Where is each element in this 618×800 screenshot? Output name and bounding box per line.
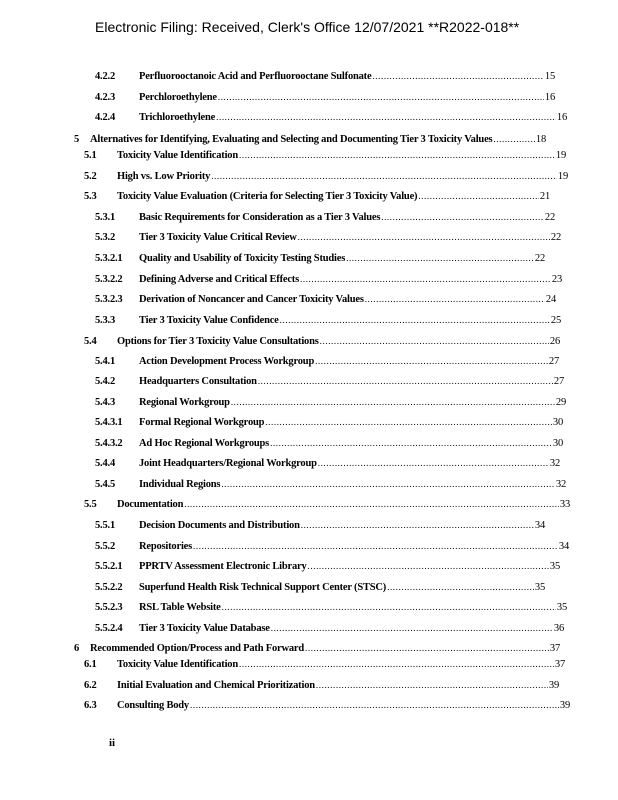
toc-entry[interactable]: [84, 700, 570, 714]
toc-entry-page: 35: [556, 602, 567, 613]
toc-entry-title: Individual Regions: [139, 479, 221, 490]
toc-entry-page: 19: [557, 171, 568, 182]
toc-entry[interactable]: [74, 134, 546, 148]
toc-dot-leader: [221, 479, 555, 490]
toc-entry[interactable]: [95, 520, 545, 534]
toc-entry-number: 5.5.2.1: [95, 561, 123, 572]
toc-entry-number: 5.5: [84, 499, 97, 510]
toc-entry-number: 5.1: [84, 150, 97, 161]
toc-entry-page: 16: [544, 92, 555, 103]
toc-dot-leader: [211, 171, 557, 182]
toc-entry-title: Recommended Option/Process and Path Forward: [90, 643, 305, 654]
toc-entry-page: 26: [549, 336, 560, 347]
toc-entry[interactable]: [84, 499, 570, 513]
toc-dot-leader: [372, 71, 543, 82]
toc-dot-leader: [387, 582, 534, 593]
toc-entry-title: Toxicity Value Evaluation (Criteria for Selecting Tier 3 Toxicity Value): [117, 191, 418, 202]
toc-entry-number: 5.5.2.4: [95, 623, 123, 634]
toc-entry-page: 39: [548, 680, 559, 691]
toc-entry-number: 5.4.4: [95, 458, 116, 469]
toc-entry[interactable]: [95, 112, 567, 126]
toc-entry-number: 5.5.2.2: [95, 582, 123, 593]
toc-entry-page: 25: [550, 315, 561, 326]
toc-entry[interactable]: [95, 356, 559, 370]
toc-entry-title: Action Development Process Workgroup: [139, 356, 315, 367]
toc-entry-page: 37: [549, 643, 560, 654]
toc-dot-leader: [216, 112, 556, 123]
toc-entry-page: 39: [559, 700, 570, 711]
toc-entry-title: Initial Evaluation and Chemical Prioritization: [117, 680, 315, 691]
toc-entry-page: 30: [552, 438, 563, 449]
toc-entry-number: 6.1: [84, 659, 97, 670]
toc-entry-page: 35: [549, 561, 560, 572]
toc-dot-leader: [193, 541, 558, 552]
toc-entry-number: 6.3: [84, 700, 97, 711]
toc-entry-number: 4.2.4: [95, 112, 116, 123]
toc-entry-title: Repositories: [139, 541, 193, 552]
toc-entry-title: Perchloroethylene: [139, 92, 217, 103]
toc-entry[interactable]: [74, 643, 560, 657]
toc-entry[interactable]: [95, 561, 560, 575]
page-number-footer: ii: [109, 737, 116, 749]
toc-dot-leader: [280, 315, 550, 326]
toc-entry-title: Tier 3 Toxicity Value Critical Review: [139, 232, 297, 243]
toc-entry-page: 34: [558, 541, 569, 552]
toc-dot-leader: [222, 602, 556, 613]
toc-entry-page: 37: [554, 659, 565, 670]
toc-entry[interactable]: [95, 71, 555, 85]
toc-entry-number: 4.2.2: [95, 71, 116, 82]
toc-entry-title: Perfluorooctanoic Acid and Perfluorooctane Sulfonate: [139, 71, 372, 82]
toc-entry-number: 5.3.1: [95, 212, 116, 223]
toc-entry[interactable]: [95, 376, 564, 390]
toc-dot-leader: [315, 356, 548, 367]
toc-entry-page: 29: [555, 397, 566, 408]
toc-entry-number: 5.3.2.1: [95, 253, 123, 264]
toc-entry[interactable]: [95, 417, 563, 431]
toc-entry-number: 6.2: [84, 680, 97, 691]
toc-dot-leader: [239, 150, 555, 161]
toc-entry-number: 5.5.2.3: [95, 602, 123, 613]
toc-dot-leader: [231, 397, 555, 408]
toc-entry[interactable]: [95, 438, 563, 452]
toc-entry-title: Superfund Health Risk Technical Support Center (STSC): [139, 582, 387, 593]
toc-dot-leader: [300, 274, 551, 285]
toc-entry-page: 32: [555, 479, 566, 490]
toc-entry[interactable]: [95, 602, 567, 616]
toc-dot-leader: [365, 294, 545, 305]
toc-entry-title: Tier 3 Toxicity Value Confidence: [139, 315, 279, 326]
toc-entry-title: Basic Requirements for Consideration as a Tier 3 Values: [139, 212, 381, 223]
filing-header: Electronic Filing: Received, Clerk's Office 12/07/2021 **R2022-018**: [95, 19, 520, 35]
toc-entry-page: 33: [559, 499, 570, 510]
toc-entry-title: Ad Hoc Regional Workgroups: [139, 438, 270, 449]
toc-entry-page: 30: [552, 417, 563, 428]
toc-entry-title: Documentation: [117, 499, 184, 510]
toc-entry-number: 5.4.1: [95, 356, 116, 367]
toc-entry[interactable]: [84, 171, 568, 185]
toc-dot-leader: [320, 336, 549, 347]
toc-entry-title: Toxicity Value Identification: [117, 659, 238, 670]
toc-dot-leader: [218, 92, 544, 103]
toc-entry-number: 5.3.2.2: [95, 274, 123, 285]
toc-entry[interactable]: [95, 479, 566, 493]
toc-dot-leader: [493, 134, 534, 145]
toc-entry[interactable]: [95, 212, 555, 226]
toc-entry-number: 6: [74, 643, 80, 654]
toc-entry-page: 15: [544, 71, 555, 82]
toc-entry-title: Tier 3 Toxicity Value Database: [139, 623, 270, 634]
toc-entry-page: 22: [534, 253, 545, 264]
toc-entry-number: 5: [74, 134, 80, 145]
toc-entry[interactable]: [84, 150, 566, 164]
toc-entry-number: 5.3.3: [95, 315, 116, 326]
toc-entry-page: 22: [550, 232, 561, 243]
toc-dot-leader: [308, 561, 549, 572]
toc-entry[interactable]: [95, 294, 556, 308]
toc-entry-page: 23: [551, 274, 562, 285]
toc-entry-number: 5.5.2: [95, 541, 116, 552]
toc-entry-title: Consulting Body: [117, 700, 189, 711]
toc-entry-number: 5.2: [84, 171, 97, 182]
toc-entry-number: 5.4.3: [95, 397, 116, 408]
toc-entry-page: 27: [553, 376, 564, 387]
toc-dot-leader: [271, 623, 553, 634]
toc-entry-number: 5.4.2: [95, 376, 116, 387]
toc-entry[interactable]: [95, 397, 566, 411]
toc-entry[interactable]: [84, 659, 565, 673]
toc-entry[interactable]: [95, 623, 564, 637]
toc-entry-page: 27: [548, 356, 559, 367]
toc-entry-page: 22: [544, 212, 555, 223]
toc-entry-page: 24: [545, 294, 556, 305]
toc-entry[interactable]: [84, 680, 559, 694]
toc-dot-leader: [301, 520, 534, 531]
toc-entry-page: 35: [534, 582, 545, 593]
toc-entry-title: Toxicity Value Identification: [117, 150, 238, 161]
toc-entry-page: 21: [539, 191, 550, 202]
toc-entry-page: 18: [535, 134, 546, 145]
toc-entry-number: 5.4.5: [95, 479, 116, 490]
toc-entry-page: 36: [553, 623, 564, 634]
toc-dot-leader: [346, 253, 534, 264]
toc-dot-leader: [316, 680, 548, 691]
toc-dot-leader: [305, 643, 549, 654]
toc-entry-number: 5.3: [84, 191, 97, 202]
toc-entry-number: 5.4: [84, 336, 97, 347]
toc-entry-title: Decision Documents and Distribution: [139, 520, 300, 531]
toc-entry-title: Derivation of Noncancer and Cancer Toxicity Values: [139, 294, 364, 305]
toc-dot-leader: [270, 438, 552, 449]
toc-dot-leader: [418, 191, 539, 202]
toc-dot-leader: [318, 458, 549, 469]
toc-dot-leader: [265, 417, 552, 428]
toc-entry-title: Defining Adverse and Critical Effects: [139, 274, 299, 285]
toc-dot-leader: [298, 232, 550, 243]
toc-entry-title: Trichloroethylene: [139, 112, 216, 123]
toc-entry-title: RSL Table Website: [139, 602, 221, 613]
toc-entry-title: Options for Tier 3 Toxicity Value Consultations: [117, 336, 319, 347]
toc-entry-number: 4.2.3: [95, 92, 116, 103]
toc-entry[interactable]: [84, 336, 560, 350]
toc-entry-page: 16: [556, 112, 567, 123]
toc-entry-number: 5.3.2.3: [95, 294, 123, 305]
toc-dot-leader: [239, 659, 554, 670]
toc-entry-number: 5.3.2: [95, 232, 116, 243]
toc-entry-title: PPRTV Assessment Electronic Library: [139, 561, 307, 572]
toc-entry[interactable]: [95, 232, 561, 246]
toc-dot-leader: [258, 376, 553, 387]
toc-entry[interactable]: [95, 274, 562, 288]
toc-entry-page: 19: [555, 150, 566, 161]
toc-entry-title: High vs. Low Priority: [117, 171, 211, 182]
toc-entry-title: Quality and Usability of Toxicity Testing Studies: [139, 253, 346, 264]
toc-entry[interactable]: [84, 191, 550, 205]
toc-entry[interactable]: [95, 458, 560, 472]
toc-entry-page: 32: [549, 458, 560, 469]
toc-entry-number: 5.5.1: [95, 520, 116, 531]
toc-entry[interactable]: [95, 541, 569, 555]
toc-dot-leader: [184, 499, 559, 510]
toc-entry-page: 34: [534, 520, 545, 531]
toc-dot-leader: [381, 212, 544, 223]
toc-entry[interactable]: [95, 582, 545, 596]
toc-entry[interactable]: [95, 92, 555, 106]
toc-entry-title: Joint Headquarters/Regional Workgroup: [139, 458, 317, 469]
toc-entry-title: Regional Workgroup: [139, 397, 230, 408]
toc-entry-title: Alternatives for Identifying, Evaluating and Selecting and Documenting Tier 3 Toxicity Values: [90, 134, 493, 145]
toc-entry[interactable]: [95, 253, 545, 267]
toc-entry-number: 5.4.3.1: [95, 417, 123, 428]
toc-entry-title: Headquarters Consultation: [139, 376, 257, 387]
toc-entry-title: Formal Regional Workgroup: [139, 417, 265, 428]
toc-entry[interactable]: [95, 315, 561, 329]
toc-dot-leader: [190, 700, 559, 711]
toc-entry-number: 5.4.3.2: [95, 438, 123, 449]
